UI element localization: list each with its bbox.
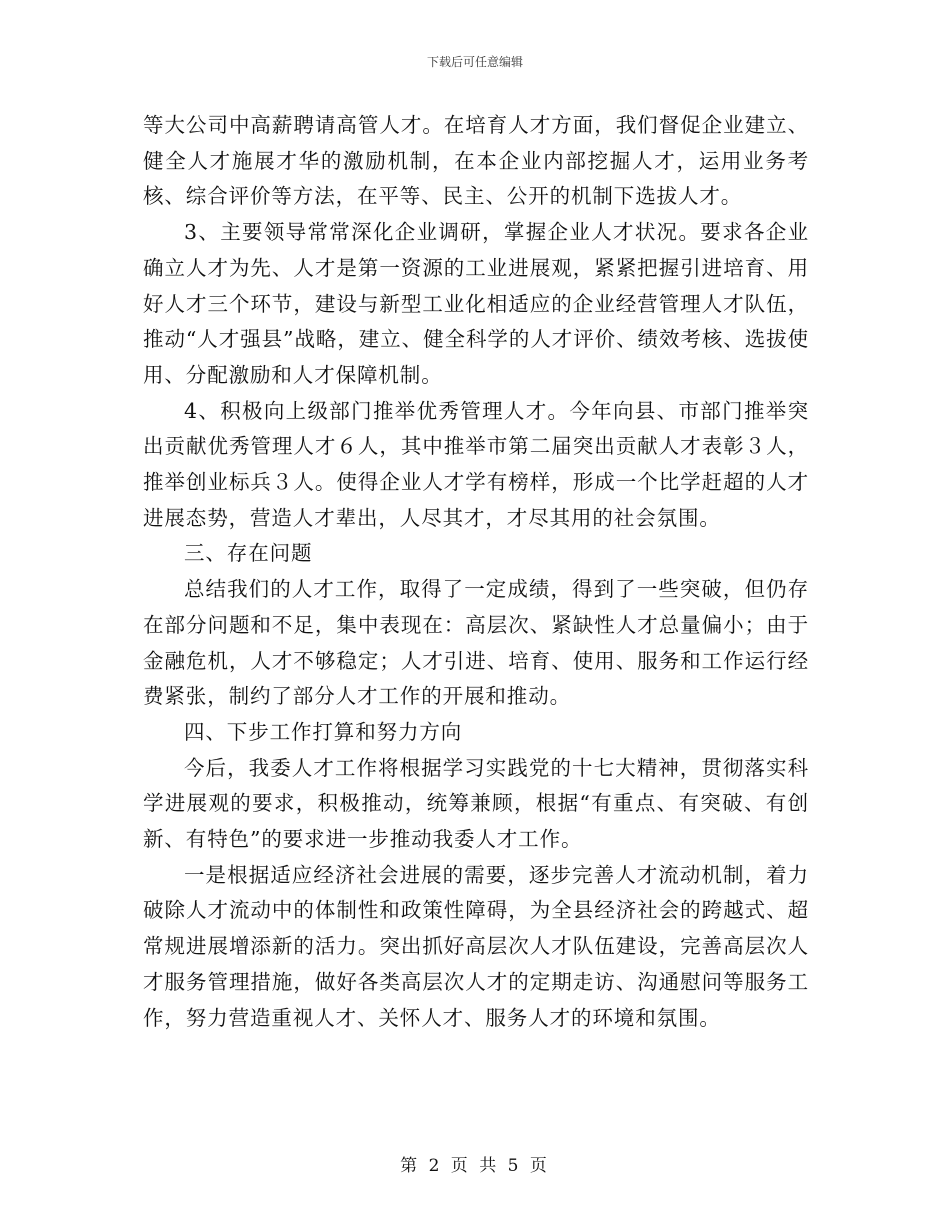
document-body (143, 108, 809, 1036)
section-heading-next-steps: 四、下步工作打算和努力方向 (184, 719, 463, 744)
page-header-note: 下载后可任意编辑 (426, 55, 523, 69)
paragraph-item-4: 4、积极向上级部门推举优秀管理人才。今年向县、市部门推举突出贡献优秀管理人才６人，其中推举市第二届突出贡献人才表彰３人，推举创业标兵３人。使得企业人才学有榜样，形成一个比学赶超的人才进展态势，营造人才辈出，人尽其才，才尽其用的社会氛围。 (143, 398, 809, 530)
paragraph-item-3: 3、主要领导常常深化企业调研，掌握企业人才状况。要求各企业确立人才为先、人才是第一资源的工业进展观，紧紧把握引进培育、用好人才三个环节，建设与新型工业化相适应的企业经营管理人才队伍，推动“人才强县”战略，建立、健全科学的人才评价、绩效考核、选拔使用、分配激励和人才保障机制。 (143, 220, 809, 387)
page-number-footer: 第 2 页 共 5 页 (400, 1156, 550, 1176)
paragraph-future-plan: 今后，我委人才工作将根据学习实践党的十七大精神，贯彻落实科学进展观的要求，积极推动，统筹兼顾，根据“有重点、有突破、有创新、有特色”的要求进一步推动我委人才工作。 (143, 755, 809, 852)
section-heading-problems: 三、存在问题 (184, 541, 313, 566)
paragraph-problems: 总结我们的人才工作，取得了一定成绩，得到了一些突破，但仍存在部分问题和不足，集中表现在：高层次、紧缺性人才总量偏小；由于金融危机，人才不够稳定；人才引进、培育、使用、服务和工作运行经费紧张，制约了部分人才工作的开展和推动。 (143, 577, 809, 709)
paragraph-continuation: 等大公司中高薪聘请高管人才。在培育人才方面，我们督促企业建立、健全人才施展才华的激励机制，在本企业内部挖掘人才，运用业务考核、综合评价等方法，在平等、民主、公开的机制下选拔人才。 (143, 113, 809, 209)
paragraph-point-one: 一是根据适应经济社会进展的需要，逐步完善人才流动机制，着力破除人才流动中的体制性和政策性障碍，为全县经济社会的跨越式、超常规进展增添新的活力。突出抓好高层次人才队伍建设，完善高层次人才服务管理措施，做好各类高层次人才的定期走访、沟通慰问等服务工作，努力营造重视人才、关怀人才、服务人才的环境和氛围。 (143, 862, 809, 1030)
